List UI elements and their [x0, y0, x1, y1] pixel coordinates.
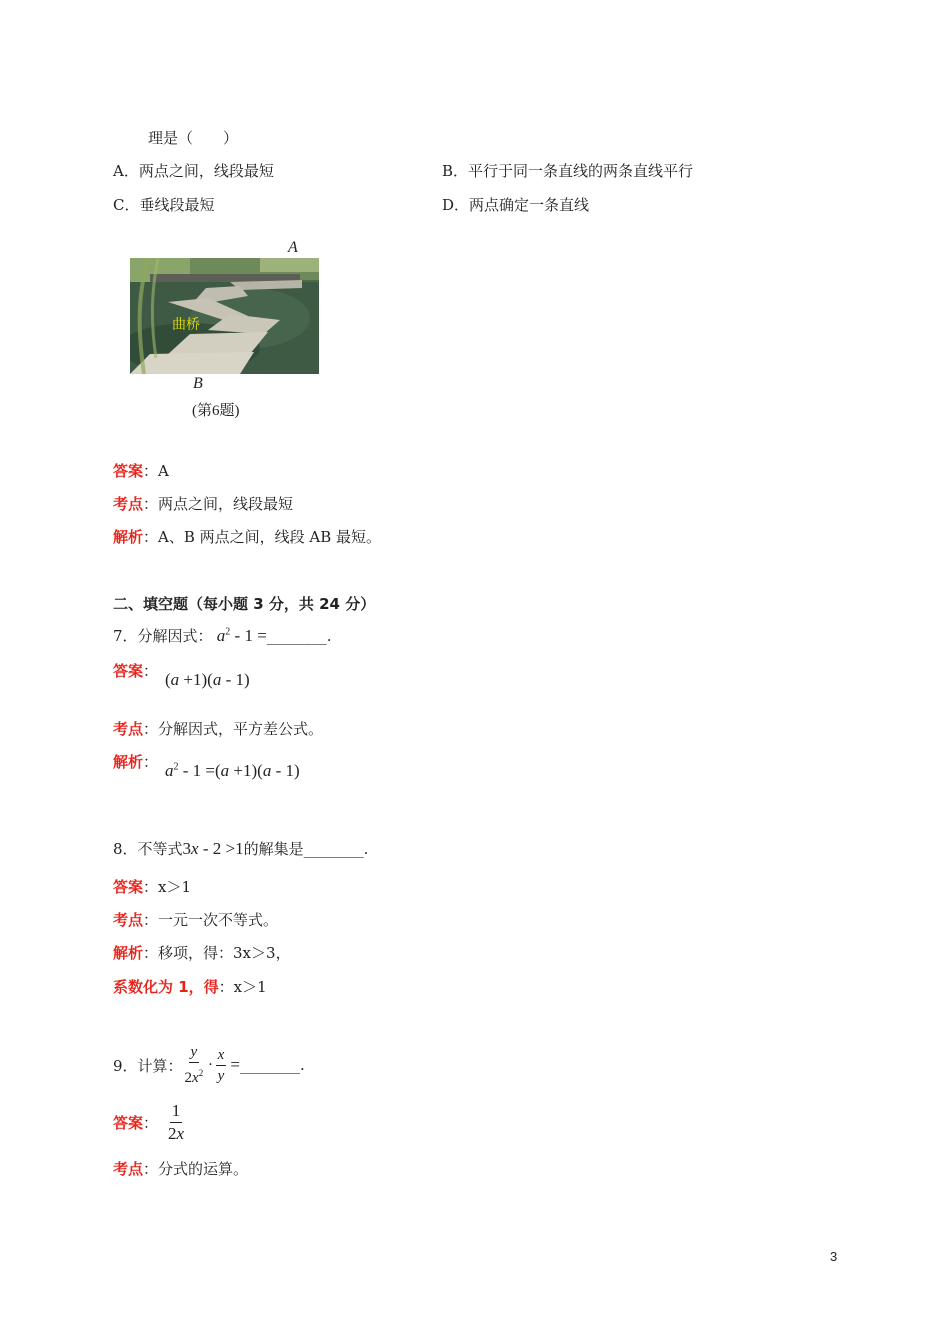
q8-analysis-row	[113, 942, 291, 963]
coefficient-label: 系数化为 1，得	[113, 978, 219, 996]
q6-stem-tail: 理是（ ）	[148, 129, 239, 147]
q9-dot: ·	[208, 1057, 213, 1073]
answer-label: 答案	[113, 662, 144, 680]
q9-point-row	[113, 1158, 248, 1179]
coefficient-text: ：x＞1	[218, 978, 267, 996]
answer-label: 答案	[113, 1114, 144, 1132]
q9-stem-prefix: 9．计算：	[113, 1056, 183, 1075]
answer-label: 答案	[113, 878, 144, 896]
q9-fraction-2: $\frac{x}{y}$	[217, 1046, 225, 1084]
bridge-illustration	[130, 258, 319, 374]
q7-blank: ________.	[266, 627, 332, 645]
analysis-label: 解析	[113, 753, 144, 771]
q8-extra-row	[113, 976, 267, 997]
q7-point-row	[113, 718, 323, 739]
q9-stem	[113, 1042, 305, 1088]
q7-answer-math: (a +1)(a - 1)	[165, 670, 250, 689]
q7-expression: $a^2 - 1$ =	[216, 626, 267, 645]
point-label: 考点	[113, 911, 144, 929]
q9-equals: =	[230, 1055, 240, 1074]
answer-text: ：A	[143, 462, 169, 480]
q8-stem	[113, 838, 368, 859]
q8-stem-suffix: 的解集是________.	[243, 840, 369, 858]
analysis-text: ：A、B 两点之间，线段 AB 最短。	[143, 528, 382, 546]
q9-answer-row	[113, 1100, 186, 1145]
answer-label: 答案	[113, 462, 144, 480]
q6-answer-row	[113, 460, 169, 481]
q9-fraction-1: $\frac{y}{2x^2}$	[184, 1044, 204, 1086]
q8-answer-row	[113, 876, 191, 897]
q6-option-d: D．两点确定一条直线	[442, 196, 590, 214]
point-text: ：两点之间，线段最短	[143, 495, 294, 513]
analysis-label: 解析	[113, 528, 144, 546]
q6-point-row	[113, 493, 293, 514]
analysis-text: ：移项，得：3x＞3，	[143, 944, 291, 962]
section-title: 二、填空题（每小题 3 分，共 24 分）	[113, 595, 376, 613]
answer-text: ：x＞1	[143, 878, 192, 896]
figure-caption: (第6题)	[192, 403, 240, 419]
analysis-label: 解析	[113, 944, 144, 962]
q6-option-c: C．垂线段最短	[113, 196, 215, 214]
q7-stem	[113, 625, 332, 646]
q7-answer-label-row	[113, 660, 158, 681]
q6-option-a: A．两点之间，线段最短	[113, 162, 274, 180]
point-text: ：分解因式，平方差公式。	[143, 720, 324, 738]
bridge-photo	[130, 258, 319, 374]
point-text: ：一元一次不等式。	[143, 911, 279, 929]
point-text: ：分式的运算。	[143, 1160, 249, 1178]
q8-stem-prefix: 8．不等式	[113, 840, 183, 858]
answer-colon: ：	[143, 662, 159, 680]
q8-point-row	[113, 909, 278, 930]
analysis-colon: ：	[143, 753, 159, 771]
q9-answer-fraction: $\frac{1}{2x}$	[168, 1101, 185, 1143]
q7-stem-prefix: 7．分解因式：	[113, 627, 213, 645]
point-label: 考点	[113, 1160, 144, 1178]
q9-blank: ________.	[239, 1056, 305, 1074]
figure-point-b: B	[193, 375, 203, 392]
bridge-label: 曲桥	[172, 317, 200, 333]
figure-point-a: A	[288, 239, 298, 256]
page-number: 3	[830, 1249, 838, 1264]
q6-analysis-row	[113, 526, 381, 547]
q8-inequality: 3x - 2 >1	[182, 839, 244, 858]
q7-analysis-label-row	[113, 751, 158, 772]
point-label: 考点	[113, 495, 144, 513]
q6-option-b: B．平行于同一条直线的两条直线平行	[442, 162, 694, 180]
answer-colon: ：	[143, 1114, 159, 1132]
point-label: 考点	[113, 720, 144, 738]
q7-analysis-math: $a^2 - 1 =(a +1)(a - 1)$	[165, 761, 300, 780]
